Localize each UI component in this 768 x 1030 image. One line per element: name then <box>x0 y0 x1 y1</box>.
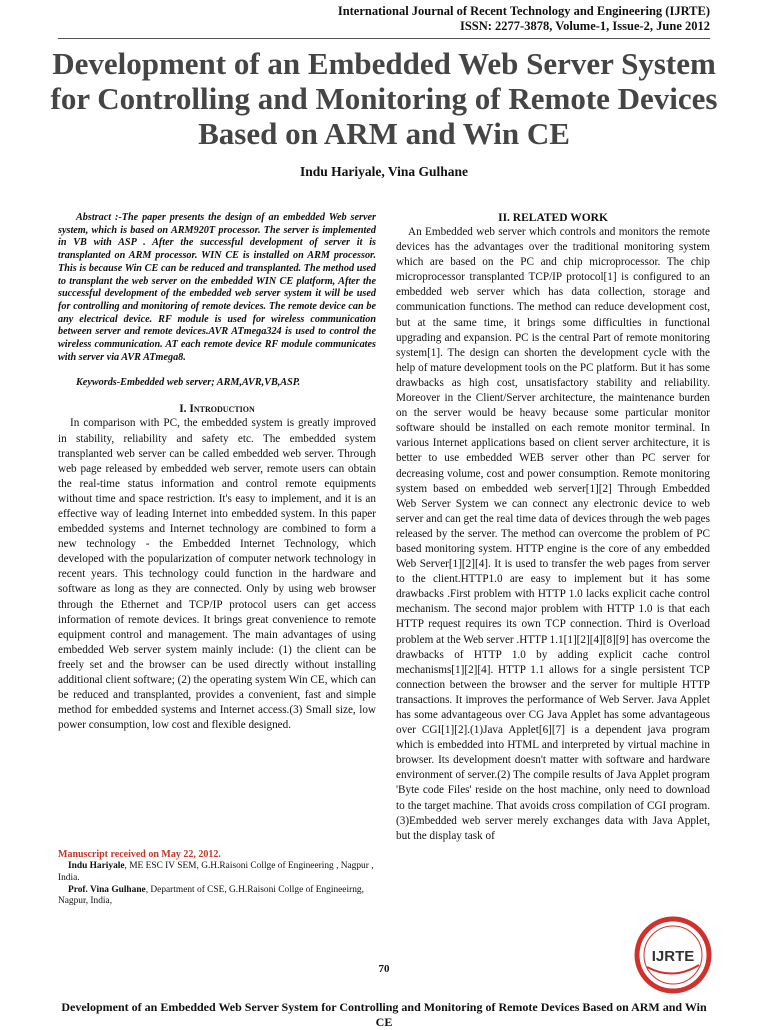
related-work-body: An Embedded web server which controls and monitors the remote devices has the advantages over the traditional monitoring system which are based on the PC and chip microprocessor. The chip microprocessor transplanted TCP/IP protocol[1] is configured to an embedded web server which has data collection, storage and communication functions. The method can reduce development cost, but at the same time, it brings some difficulties in functional upgrading and expansion. PC is the central Part of remote monitoring system[1]. The design can shorten the development cycle with the help of mature development tools on the PC platform. But it has some drawbacks as high cost, unsatisfactory stability and reliability. Moreover in the Client/Server architecture, the maintenance burden on the server would be heavy because some particular monitor software should be installed on each remote monitor terminal. In various Internet applications based on client server architecture, it is better to use embedded WEB server other than PC server for decreasing volume, cost and power consumption. Remote monitoring system based on embedded web server[1][2] Through Embedded Web Server System we can connect any electronic device to web server and can get the real time data of devices through the web pages released by the server. The method can overcome the problem of PC based monitoring system. HTTP engine is the core of any embedded Web Server[1][2][4]. It is used to transfer the web pages from server to the client.HTTP1.0 are easy to implement but it has some drawbacks .First problem with HTTP 1.0 lacks explicit cache control mechanism. The second major problem with HTTP 1.0 is that each HTTP request requires its own TCP connection. Third is Overload problem at the Web server .HTTP 1.1[1][2][4][8][9] has overcome the drawbacks of HTTP 1.0 by adding explicit cache control mechanisms[1][2][4]. HTTP 1.1 allows for a single persistent TCP connection between the browser and the server for multiple HTTP transactions. It improves the performance of Web Server. Java Applet has some advantageous over CG Java Applet has some advantageous over CGI[1][2].(1)Java Applet[6][7] is a dependent java program which is embedded into HTML and interpreted by virtual machine in browser. Its development doesn't matter with software and hardware environment of server.(2) The compile results of Java Applet program 'Byte code Files' reside on the host machine, only need to download to the target machine. That avoids cross compilation of CGI program.(3)Embedded web server merely exchanges data with Java Applet, but the display task of <box>396 226 710 842</box>
footnote-author2 <box>58 885 376 909</box>
keywords: Keywords-Embedded web server; ARM,AVR,VB,ASP. <box>76 377 301 389</box>
journal-name: International Journal of Recent Technology and Engineering (IJRTE) <box>337 4 710 18</box>
journal-header <box>290 4 710 34</box>
footnote-author1-affiliation: , ME ESC IV SEM, G.H.Raisoni Collge of Engineering , Nagpur , India. <box>58 861 374 883</box>
logo-swoosh <box>647 965 699 974</box>
introduction-body: In comparison with PC, the embedded system is greatly improved in stability, reliability and safety etc. The embedded system transplanted web server can be called embedded web server. Through web page released by embedded web server, remote users can obtain the real-time status information and control remote equipments without time and space restriction. It's easy to implement, and it is an effective way of leading Internet into embedded system. In this paper embedded systems and Internet technology are combined to form a new technology - the Embedded Internet Technology, which developed with the popularization of computer network technology in recent years. This technology could function in the hardware and software as long as they are connected. Only by using web browser through the Ethernet and TCP/IP protocol users can get access information of remote devices. It brings great convenience to remote equipment control and management. The main advantages of using embedded Web server system mainly include: (1) the client can be freely set and the browser can be used directly without installing additional client software; (2) the operating system Win CE, which can be reduced and transplanted, provides a convenient, fast and simple method for embedded systems and Internet access.(3) Small size, low power consumption, low cost and flexible designed. <box>58 417 376 732</box>
footnotes <box>58 849 376 908</box>
section-heading-introduction <box>58 403 376 415</box>
footnote-author1 <box>58 861 376 885</box>
ijrte-logo <box>633 915 713 995</box>
journal-issn: ISSN: 2277-3878, Volume-1, Issue-2, June 2012 <box>459 19 710 33</box>
logo-text: IJRTE <box>651 948 695 965</box>
section-title: Introduction <box>189 403 255 416</box>
paper-authors: Indu Hariyale, Vina Gulhane <box>299 164 469 179</box>
footnote-author2-affiliation: , Department of CSE, G.H.Raisoni Collge of Engineeirng, Nagpur, India, <box>58 884 364 907</box>
section-heading-related-work: II. RELATED WORK <box>498 212 608 224</box>
paper-title: Development of an Embedded Web Server System for Controlling and Monitoring of Remote Devices Based on ARM and Win CE <box>50 46 718 151</box>
right-column <box>396 212 710 844</box>
left-column <box>58 212 376 733</box>
footnote-author1-name: Indu Hariyale <box>68 861 125 871</box>
manuscript-received: Manuscript received on May 22, 2012. <box>58 849 221 860</box>
header-rule <box>58 38 710 39</box>
footer-title: Development of an Embedded Web Server System for Controlling and Monitoring of Remote Devices Based on ARM and Win CE <box>61 1000 707 1029</box>
page-number: 70 <box>378 963 390 975</box>
abstract: Abstract :-The paper presents the design of an embedded Web server system, which is based on ARM920T processor. The server is implemented in VB with ASP . After the successful development of server it is transplanted on ARM processor. WIN CE is installed on ARM processor. This is because Win CE can be reduced and transplanted. The method used to transplant the web server on the embedded WIN CE platform, After the successful development of the embedded web server system it will be used for controlling and monitoring of remote devices. The remote device can be any electrical device. RF module is used for wireless communication between server and remote devices.AVR ATmega324 is used to control the wireless communication. AT each remote device RF module communicates with server via AVR ATmega8. <box>58 212 376 363</box>
section-number: I. <box>179 403 187 416</box>
footnote-author2-name: Prof. Vina Gulhane <box>68 884 146 895</box>
